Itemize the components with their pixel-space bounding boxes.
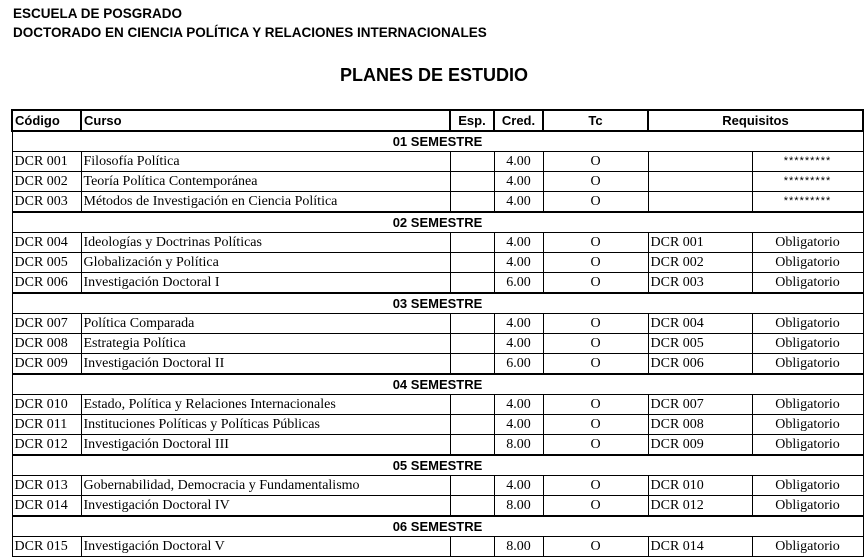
requirement-type: Obligatorio <box>752 354 863 375</box>
requirement-code: DCR 010 <box>648 476 752 496</box>
course-tc: O <box>543 354 648 375</box>
semester-label: 04 SEMESTRE <box>12 374 863 395</box>
study-plan-table <box>11 109 864 557</box>
requirement-code: DCR 012 <box>648 496 752 517</box>
requirement-type: Obligatorio <box>752 476 863 496</box>
course-code: DCR 005 <box>12 253 81 273</box>
course-credits: 6.00 <box>494 273 543 294</box>
course-esp <box>450 334 494 354</box>
semester-header-row <box>12 374 863 395</box>
course-esp <box>450 273 494 294</box>
course-name: Investigación Doctoral I <box>81 273 450 294</box>
semester-header-row <box>12 212 863 233</box>
requirement-type: ********* <box>752 172 863 192</box>
requirement-type: ********* <box>752 192 863 213</box>
program-name: DOCTORADO EN CIENCIA POLÍTICA Y RELACIONES INTERNACIONALES <box>13 25 487 40</box>
requirement-type: Obligatorio <box>752 496 863 517</box>
semester-label: 03 SEMESTRE <box>12 293 863 314</box>
requirement-code: DCR 004 <box>648 314 752 334</box>
course-code: DCR 011 <box>12 415 81 435</box>
requirement-code <box>648 152 752 172</box>
course-tc: O <box>543 172 648 192</box>
course-name: Gobernabilidad, Democracia y Fundamentalismo <box>81 476 450 496</box>
requirement-type: Obligatorio <box>752 273 863 294</box>
course-code: DCR 013 <box>12 476 81 496</box>
col-header-course: Curso <box>81 110 450 131</box>
semester-label: 06 SEMESTRE <box>12 516 863 537</box>
course-esp <box>450 172 494 192</box>
semester-header-row <box>12 293 863 314</box>
col-header-esp: Esp. <box>450 110 494 131</box>
requirement-type: Obligatorio <box>752 435 863 456</box>
course-row <box>12 273 863 294</box>
course-code: DCR 006 <box>12 273 81 294</box>
course-name: Teoría Política Contemporánea <box>81 172 450 192</box>
semester-header-row <box>12 455 863 476</box>
course-credits: 6.00 <box>494 354 543 375</box>
course-row <box>12 395 863 415</box>
course-name: Estrategia Política <box>81 334 450 354</box>
course-code: DCR 008 <box>12 334 81 354</box>
requirement-code <box>648 192 752 213</box>
course-row <box>12 172 863 192</box>
course-esp <box>450 496 494 517</box>
semester-header-row <box>12 131 863 152</box>
course-tc: O <box>543 476 648 496</box>
requirement-code: DCR 003 <box>648 273 752 294</box>
course-esp <box>450 152 494 172</box>
course-code: DCR 010 <box>12 395 81 415</box>
course-esp <box>450 192 494 213</box>
requirement-code: DCR 008 <box>648 415 752 435</box>
course-esp <box>450 314 494 334</box>
course-tc: O <box>543 415 648 435</box>
course-row <box>12 476 863 496</box>
course-credits: 4.00 <box>494 314 543 334</box>
course-code: DCR 001 <box>12 152 81 172</box>
course-esp <box>450 354 494 375</box>
requirement-type: Obligatorio <box>752 314 863 334</box>
course-code: DCR 014 <box>12 496 81 517</box>
requirement-code: DCR 005 <box>648 334 752 354</box>
semester-label: 05 SEMESTRE <box>12 455 863 476</box>
course-name: Instituciones Políticas y Políticas Públicas <box>81 415 450 435</box>
requirement-code: DCR 009 <box>648 435 752 456</box>
semester-label: 01 SEMESTRE <box>12 131 863 152</box>
course-name: Política Comparada <box>81 314 450 334</box>
requirement-code: DCR 014 <box>648 537 752 557</box>
course-code: DCR 004 <box>12 233 81 253</box>
requirement-type: Obligatorio <box>752 395 863 415</box>
course-code: DCR 009 <box>12 354 81 375</box>
course-row <box>12 435 863 456</box>
course-esp <box>450 253 494 273</box>
semester-header-row <box>12 516 863 537</box>
requirement-type: ********* <box>752 152 863 172</box>
col-header-cred: Cred. <box>494 110 543 131</box>
course-row <box>12 233 863 253</box>
course-esp <box>450 435 494 456</box>
course-tc: O <box>543 273 648 294</box>
course-name: Estado, Política y Relaciones Internacionales <box>81 395 450 415</box>
course-row <box>12 314 863 334</box>
course-credits: 4.00 <box>494 253 543 273</box>
course-esp <box>450 233 494 253</box>
course-row <box>12 253 863 273</box>
course-credits: 4.00 <box>494 395 543 415</box>
course-credits: 4.00 <box>494 172 543 192</box>
school-name: ESCUELA DE POSGRADO <box>13 6 183 21</box>
requirement-code: DCR 001 <box>648 233 752 253</box>
course-code: DCR 012 <box>12 435 81 456</box>
course-credits: 4.00 <box>494 334 543 354</box>
requirement-code <box>648 172 752 192</box>
course-tc: O <box>543 537 648 557</box>
course-credits: 8.00 <box>494 537 543 557</box>
course-esp <box>450 395 494 415</box>
col-header-tc: Tc <box>543 110 648 131</box>
course-tc: O <box>543 334 648 354</box>
course-name: Investigación Doctoral IV <box>81 496 450 517</box>
course-name: Métodos de Investigación en Ciencia Política <box>81 192 450 213</box>
requirement-type: Obligatorio <box>752 253 863 273</box>
page-title: PLANES DE ESTUDIO <box>339 65 529 85</box>
requirement-type: Obligatorio <box>752 537 863 557</box>
course-credits: 4.00 <box>494 476 543 496</box>
course-code: DCR 002 <box>12 172 81 192</box>
requirement-code: DCR 006 <box>648 354 752 375</box>
course-name: Globalización y Política <box>81 253 450 273</box>
course-credits: 8.00 <box>494 435 543 456</box>
course-tc: O <box>543 435 648 456</box>
course-esp <box>450 476 494 496</box>
course-tc: O <box>543 314 648 334</box>
requirement-type: Obligatorio <box>752 415 863 435</box>
course-row <box>12 354 863 375</box>
course-row <box>12 192 863 213</box>
course-tc: O <box>543 233 648 253</box>
course-tc: O <box>543 395 648 415</box>
course-name: Filosofía Política <box>81 152 450 172</box>
course-code: DCR 015 <box>12 537 81 557</box>
course-credits: 4.00 <box>494 192 543 213</box>
course-code: DCR 003 <box>12 192 81 213</box>
course-row <box>12 334 863 354</box>
requirement-code: DCR 002 <box>648 253 752 273</box>
course-row <box>12 496 863 517</box>
course-credits: 4.00 <box>494 415 543 435</box>
course-row <box>12 415 863 435</box>
course-tc: O <box>543 192 648 213</box>
course-tc: O <box>543 253 648 273</box>
course-credits: 4.00 <box>494 233 543 253</box>
course-row <box>12 152 863 172</box>
course-name: Ideologías y Doctrinas Políticas <box>81 233 450 253</box>
semester-label: 02 SEMESTRE <box>12 212 863 233</box>
requirement-type: Obligatorio <box>752 334 863 354</box>
table-header-row <box>12 110 863 131</box>
course-code: DCR 007 <box>12 314 81 334</box>
requirement-type: Obligatorio <box>752 233 863 253</box>
course-tc: O <box>543 496 648 517</box>
col-header-requirements: Requisitos <box>648 110 863 131</box>
course-tc: O <box>543 152 648 172</box>
course-name: Investigación Doctoral III <box>81 435 450 456</box>
col-header-code: Código <box>12 110 81 131</box>
course-credits: 8.00 <box>494 496 543 517</box>
course-name: Investigación Doctoral II <box>81 354 450 375</box>
course-name: Investigación Doctoral V <box>81 537 450 557</box>
course-credits: 4.00 <box>494 152 543 172</box>
requirement-code: DCR 007 <box>648 395 752 415</box>
course-esp <box>450 415 494 435</box>
